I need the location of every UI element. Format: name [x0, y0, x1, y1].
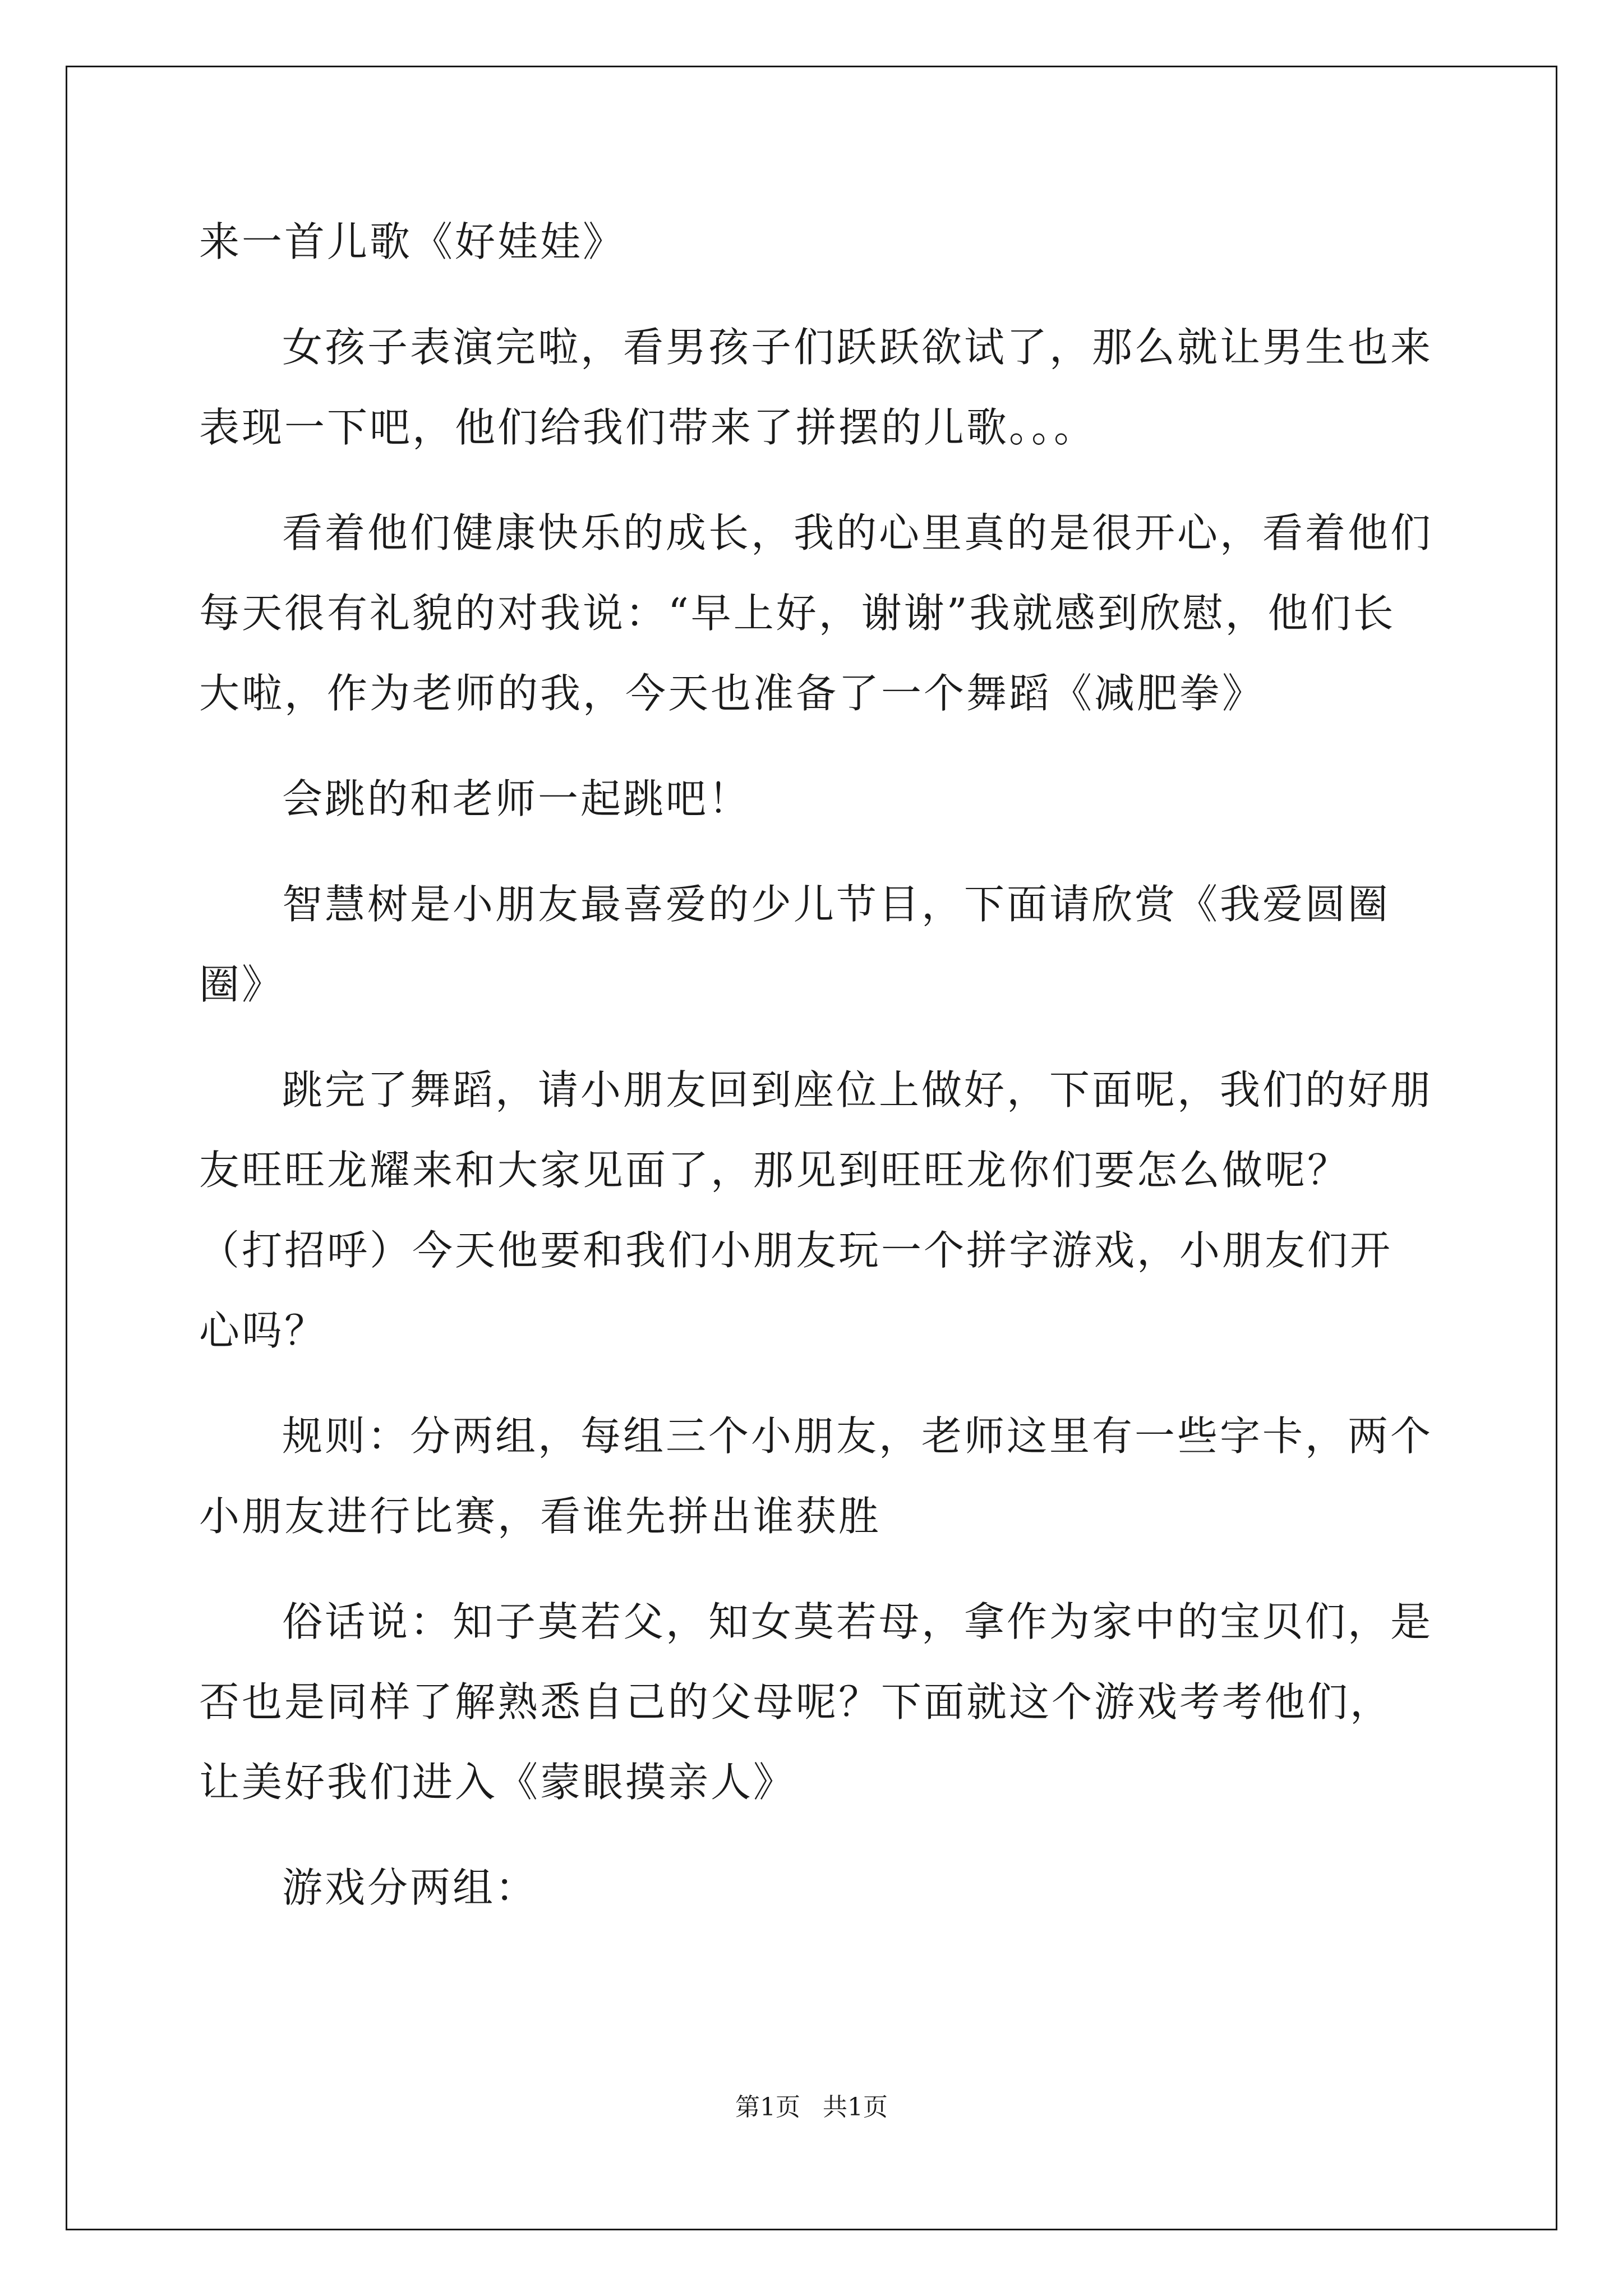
paragraph: 来一首儿歌《好娃娃》 — [199, 218, 626, 265]
paragraph: 看着他们健康快乐的成长，我的心里真的是很开心，看着他们每天很有礼貌的对我说：“早上好，谢谢”我就感到欣慰，他们长大啦，作为老师的我，今天也准备了一个舞蹈《减肥拳》 — [199, 509, 1433, 717]
page-footer — [0, 2087, 1623, 2123]
page-number-total: 共1页 — [823, 2093, 888, 2122]
document-body — [199, 202, 1433, 1953]
paragraph: 智慧树是小朋友最喜爱的少儿节目，下面请欣赏《我爱圆圈圈》 — [199, 881, 1391, 1008]
paragraph: 规则：分两组，每组三个小朋友，老师这里有一些字卡，两个小朋友进行比赛，看谁先拼出谁获胜 — [199, 1412, 1433, 1540]
paragraph: 俗话说：知子莫若父，知女莫若母，拿作为家中的宝贝们，是否也是同样了解熟悉自己的父母呢？下面就这个游戏考考他们，让美好我们进入《蒙眼摸亲人》 — [199, 1598, 1433, 1806]
paragraph: 跳完了舞蹈，请小朋友回到座位上做好，下面呢，我们的好朋友旺旺龙耀来和大家见面了，那见到旺旺龙你们要怎么做呢？（打招呼）今天他要和我们小朋友玩一个拼字游戏，小朋友们开心吗？ — [199, 1066, 1433, 1354]
page-number-current: 第1页 — [735, 2093, 800, 2122]
paragraph: 会跳的和老师一起跳吧！ — [282, 775, 751, 822]
paragraph: 女孩子表演完啦，看男孩子们跃跃欲试了，那么就让男生也来表现一下吧，他们给我们带来了拼摆的儿歌。。。 — [199, 324, 1433, 451]
paragraph: 游戏分两组： — [282, 1864, 538, 1911]
